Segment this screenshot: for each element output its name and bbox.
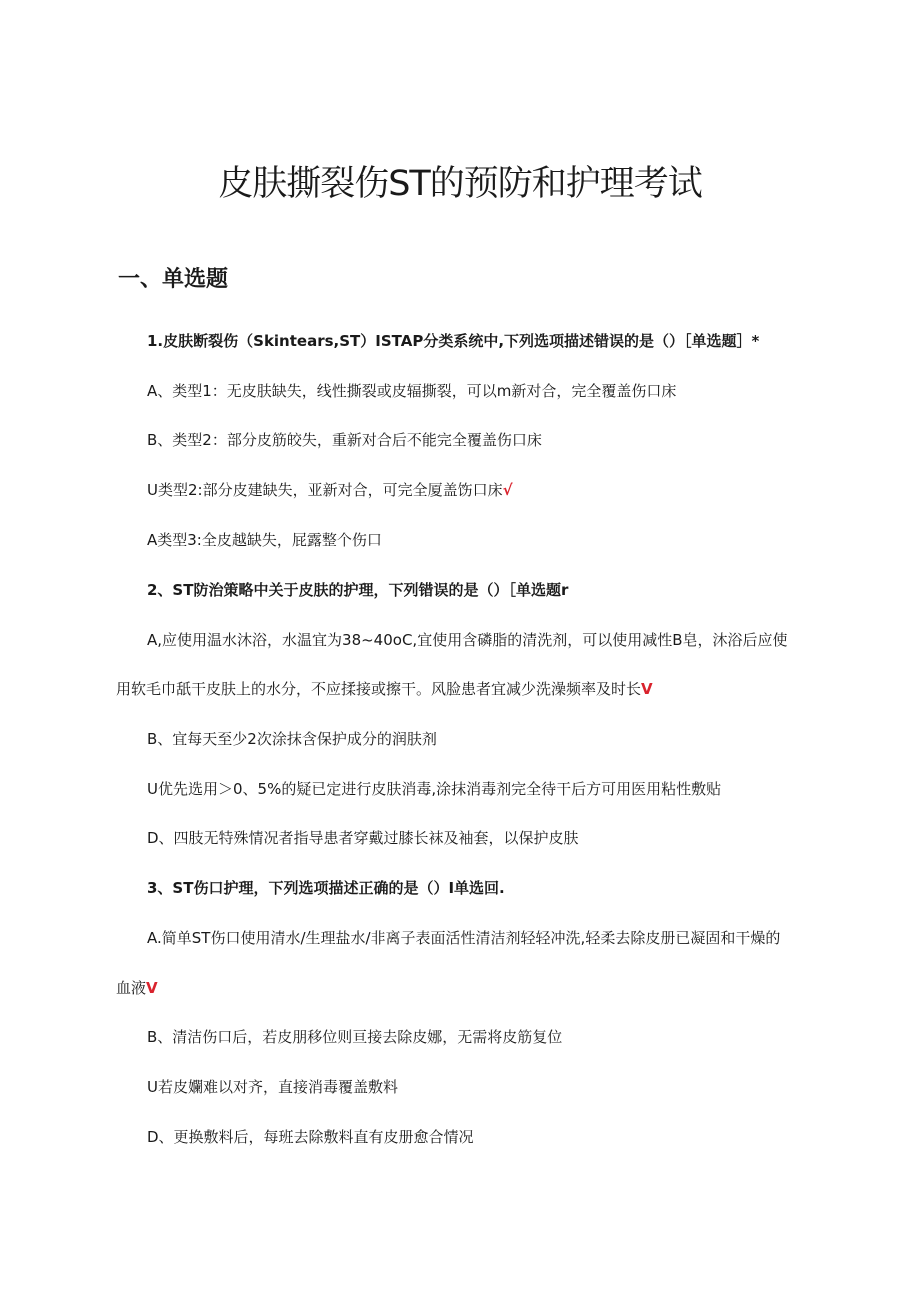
correct-mark: √ bbox=[502, 481, 513, 499]
q2-option-c: U优先选用＞0、5%的疑已定进行皮肤消毒,涂抹消毒剂完全待干后方可用医用粘性敷贴 bbox=[147, 780, 722, 798]
q2-option-a: A,应使用温水沐浴，水温宜为38~40oC,宜使用含磷脂的清洗剂，可以使用减性B皂，沐浴后应使 bbox=[147, 631, 788, 649]
correct-mark: V bbox=[641, 680, 653, 698]
q3-option-b: B、清洁伤口后，若皮朋移位则亘接去除皮娜，无需将皮筋复位 bbox=[147, 1028, 563, 1046]
q2-option-a-continued: 用软毛巾舐干皮肤上的水分，不应揉接或擦干。风脸患者宜减少洗澡频率及时长V bbox=[116, 680, 653, 698]
q1-option-b: B、类型2：部分皮筋皎失，重新对合后不能完全覆盖伤口床 bbox=[147, 431, 542, 449]
section-heading: 一、单选题 bbox=[118, 267, 229, 292]
q3-option-c: U若皮孄难以对齐，直接消毒覆盖敷料 bbox=[147, 1078, 398, 1096]
q1-option-a: A、类型1：无皮肤缺失，线性撕裂或皮辐撕裂，可以m新对合，完全覆盖伤口床 bbox=[147, 382, 677, 400]
q3-option-a-continued: 血液V bbox=[116, 979, 158, 997]
q1-option-c: U类型2:部分皮建缺失，亚新对合，可完全厦盖饬口床√ bbox=[147, 481, 513, 499]
q1-option-d: A类型3:全皮越缺失，屁露整个伤口 bbox=[147, 531, 382, 549]
question-1: 1.皮肤断裂伤（Skintears,ST）ISTAP分类系统中,下列选项描述错误的是（）［单选题］* bbox=[147, 332, 760, 350]
q2-option-b: B、宜每天至少2次涂抹含保护成分的润肤剂 bbox=[147, 730, 437, 748]
q3-option-d: D、更换敷料后，每班去除敷料直有皮册愈合情况 bbox=[147, 1128, 474, 1146]
question-2: 2、ST防治策略中关于皮肤的护理，下列错误的是（）［单选题r bbox=[147, 581, 569, 599]
page-title: 皮肤撕裂伤ST的预防和护理考试 bbox=[218, 164, 702, 204]
question-3: 3、ST伤口护理，下列选项描述正确的是（）I单选回. bbox=[147, 879, 505, 897]
correct-mark: V bbox=[146, 979, 158, 997]
q3-option-a: A.简单ST伤口使用清水/生理盐水/非离子表面活性清洁剂轻轻冲洗,轻柔去除皮册已凝固和干燥的 bbox=[147, 929, 781, 947]
q2-option-d: D、四肢无特殊情况者指导患者穿戴过膝长袜及袖套，以保护皮肤 bbox=[147, 829, 579, 847]
